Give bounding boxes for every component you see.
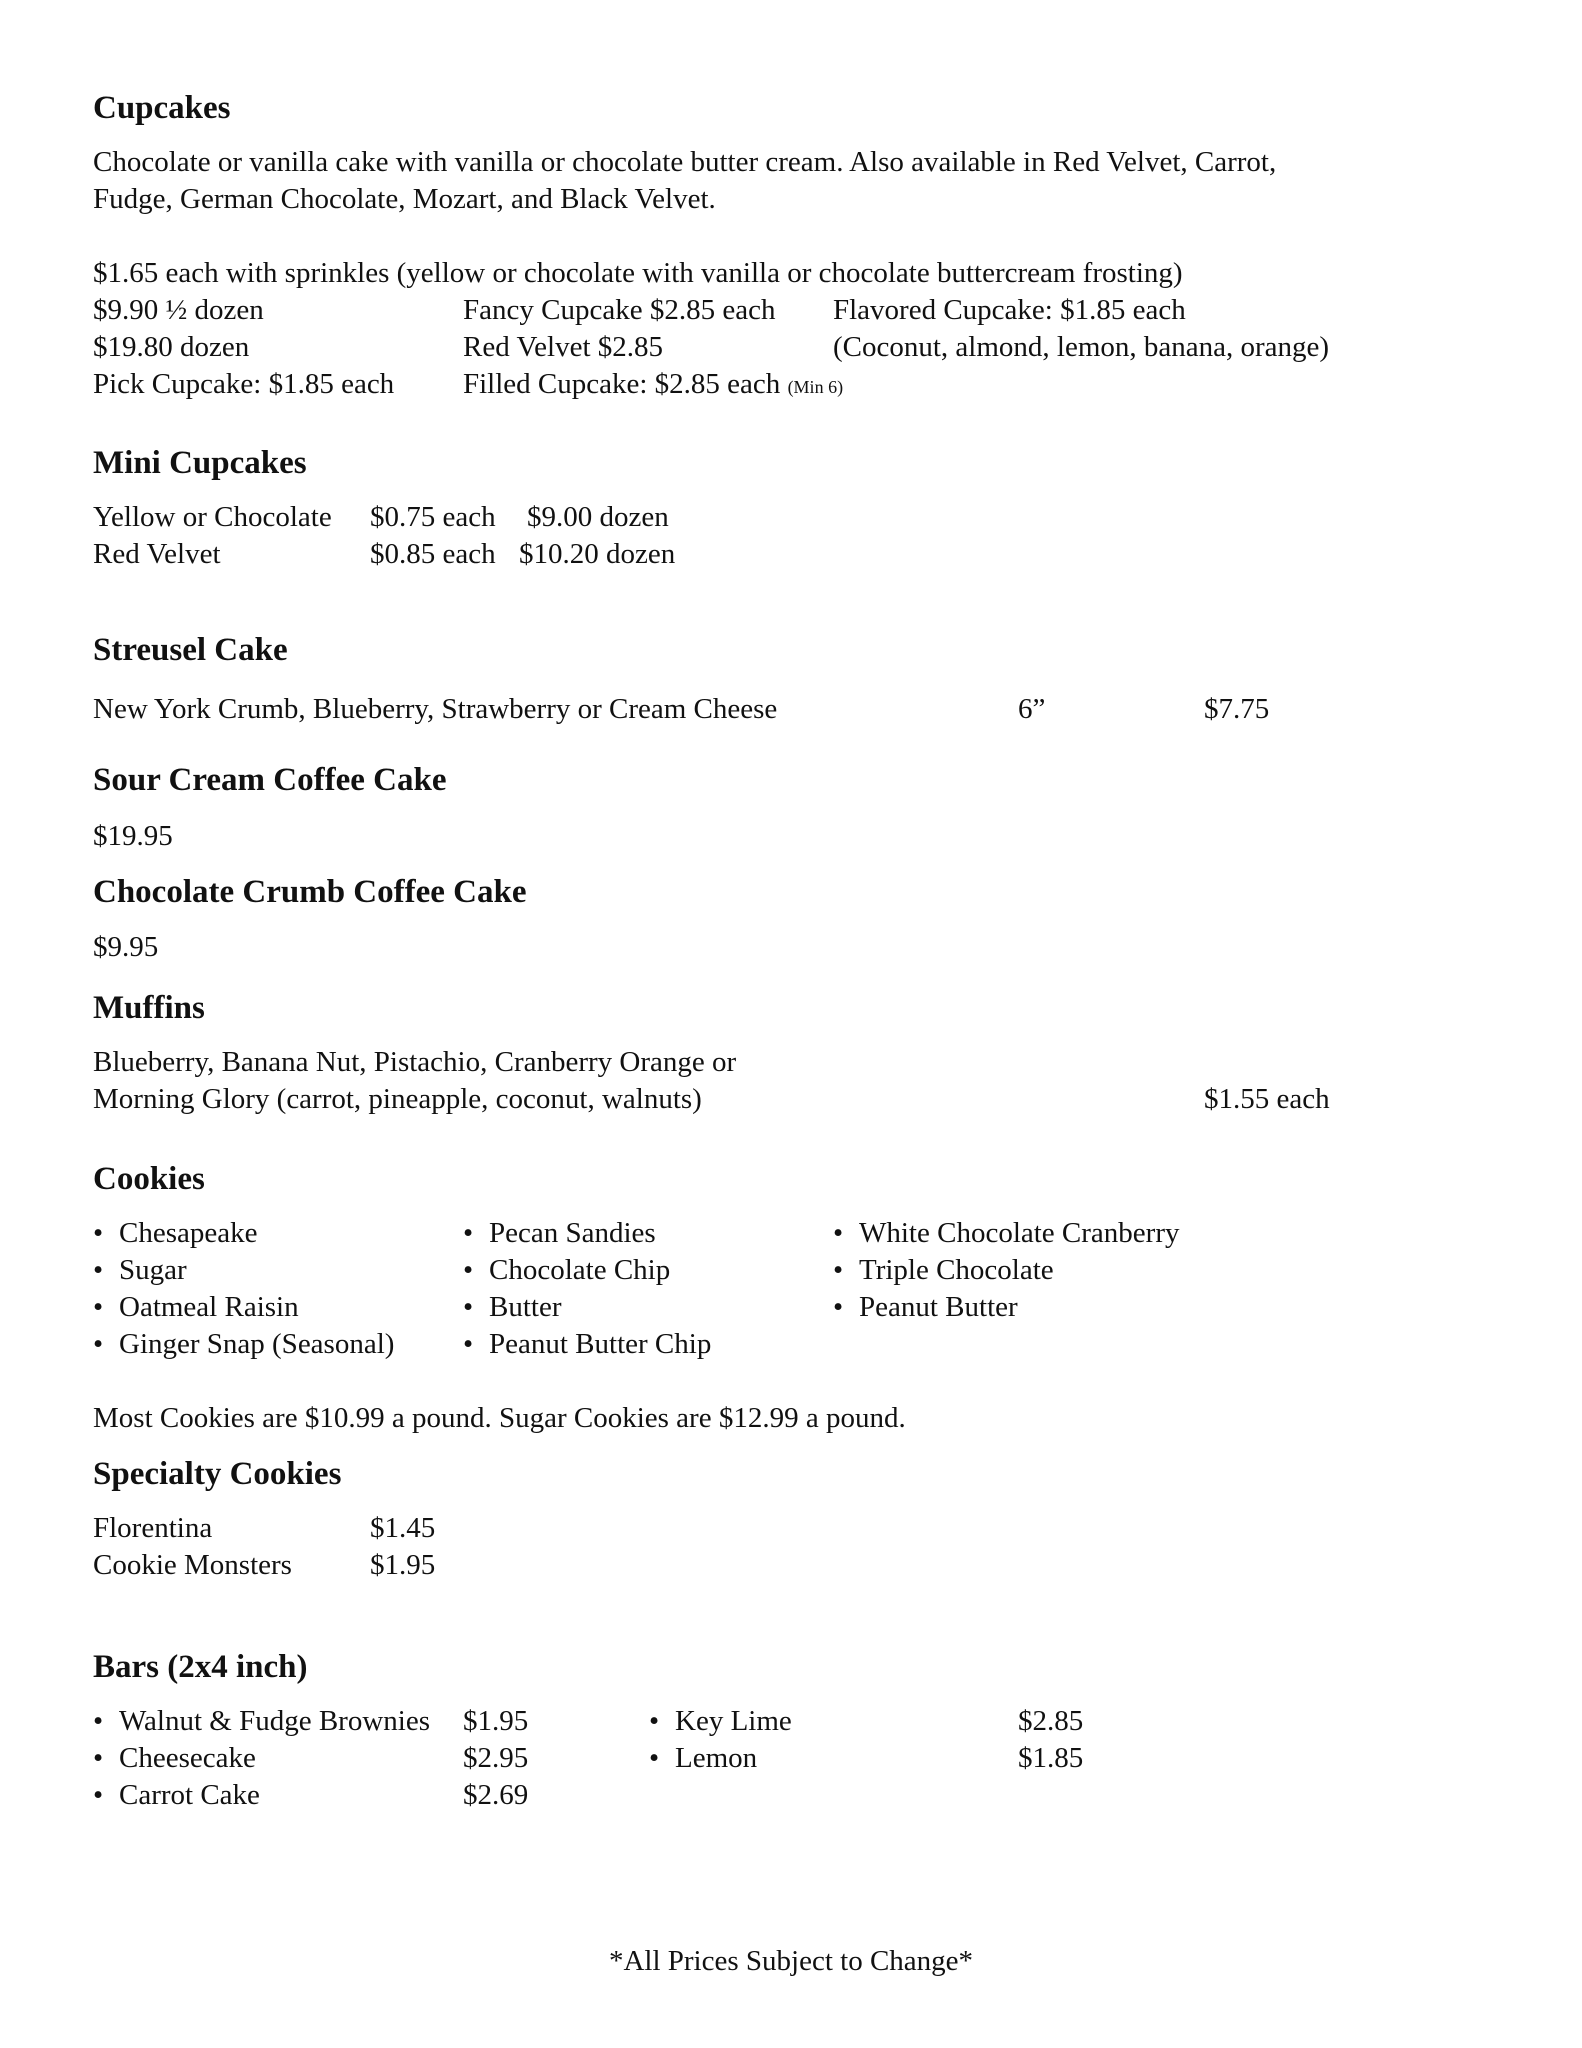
cookie-item: • Sugar [119, 1252, 187, 1289]
streusel-size: 6” [1018, 693, 1046, 725]
sour-cream-title: Sour Cream Coffee Cake [93, 762, 447, 798]
bar-item-name: • Carrot Cake [119, 1777, 260, 1814]
choc-crumb-price: $9.95 [93, 931, 159, 963]
mini-row-name: Red Velvet [93, 538, 221, 570]
bar-item-price: $2.69 [463, 1779, 529, 1811]
specialty-title: Specialty Cookies [93, 1456, 342, 1492]
specialty-row-price: $1.95 [370, 1549, 436, 1581]
sour-cream-price: $19.95 [93, 820, 173, 852]
cupcakes-filled-label: Filled Cupcake: $2.85 each [463, 368, 781, 400]
price-disclaimer: *All Prices Subject to Change* [608, 1945, 974, 1977]
mini-row-each: $0.75 each [370, 501, 496, 533]
bar-item-name: • Key Lime [675, 1703, 792, 1740]
bars-title: Bars (2x4 inch) [93, 1649, 308, 1685]
mini-row-dozen: $10.20 dozen [519, 538, 676, 570]
cookie-item: • Chesapeake [119, 1215, 258, 1252]
cookie-item: • Peanut Butter [859, 1289, 1018, 1326]
cookie-item: • Oatmeal Raisin [119, 1289, 299, 1326]
bar-item-name: • Cheesecake [119, 1740, 256, 1777]
streusel-price: $7.75 [1204, 693, 1270, 725]
streusel-flavors: New York Crumb, Blueberry, Strawberry or Cream Cheese [93, 693, 778, 725]
cupcakes-title: Cupcakes [93, 90, 231, 126]
cupcakes-half-dozen: $9.90 ½ dozen [93, 294, 264, 326]
specialty-row-price: $1.45 [370, 1512, 436, 1544]
cupcakes-filled-note: (Min 6) [787, 377, 844, 397]
muffins-title: Muffins [93, 990, 205, 1026]
mini-row-dozen: $9.00 dozen [527, 501, 669, 533]
bar-item-price: $2.85 [1018, 1705, 1084, 1737]
cookie-item: • Pecan Sandies [489, 1215, 656, 1252]
muffins-price: $1.55 each [1204, 1083, 1330, 1115]
mini-row-name: Yellow or Chocolate [93, 501, 332, 533]
specialty-row-name: Cookie Monsters [93, 1549, 292, 1581]
bar-item-name: • Walnut & Fudge Brownies [119, 1703, 430, 1740]
cupcakes-flavors: (Coconut, almond, lemon, banana, orange) [833, 331, 1330, 363]
bar-item-name: • Lemon [675, 1740, 757, 1777]
cupcakes-filled [463, 366, 843, 406]
cookie-item: • Butter [489, 1289, 562, 1326]
bar-item-price: $1.95 [463, 1705, 529, 1737]
cookie-item: • Ginger Snap (Seasonal) [119, 1326, 394, 1363]
cupcakes-desc-line1: Chocolate or vanilla cake with vanilla or chocolate butter cream. Also available in Red Velvet, Carrot, [93, 146, 1277, 178]
cookie-item: • Peanut Butter Chip [489, 1326, 711, 1363]
specialty-row-name: Florentina [93, 1512, 213, 1544]
cookie-item: • White Chocolate Cranberry [859, 1215, 1180, 1252]
cookie-item: • Triple Chocolate [859, 1252, 1054, 1289]
cupcakes-pick: Pick Cupcake: $1.85 each [93, 368, 395, 400]
cupcakes-sprinkles: $1.65 each with sprinkles (yellow or chocolate with vanilla or chocolate buttercream frosting) [93, 257, 1183, 289]
cupcakes-fancy: Fancy Cupcake $2.85 each [463, 294, 776, 326]
muffins-line2: Morning Glory (carrot, pineapple, coconut, walnuts) [93, 1083, 702, 1115]
bar-item-price: $1.85 [1018, 1742, 1084, 1774]
choc-crumb-title: Chocolate Crumb Coffee Cake [93, 874, 527, 910]
cupcakes-desc-line2: Fudge, German Chocolate, Mozart, and Black Velvet. [93, 183, 716, 215]
cookie-item: • Chocolate Chip [489, 1252, 670, 1289]
muffins-line1: Blueberry, Banana Nut, Pistachio, Cranberry Orange or [93, 1046, 737, 1078]
mini-cupcakes-title: Mini Cupcakes [93, 445, 307, 481]
cookies-note: Most Cookies are $10.99 a pound. Sugar Cookies are $12.99 a pound. [93, 1402, 906, 1434]
cookies-title: Cookies [93, 1161, 205, 1197]
mini-row-each: $0.85 each [370, 538, 496, 570]
streusel-title: Streusel Cake [93, 632, 288, 668]
cupcakes-red-velvet: Red Velvet $2.85 [463, 331, 664, 363]
bar-item-price: $2.95 [463, 1742, 529, 1774]
cupcakes-dozen: $19.80 dozen [93, 331, 250, 363]
cupcakes-flavored: Flavored Cupcake: $1.85 each [833, 294, 1186, 326]
